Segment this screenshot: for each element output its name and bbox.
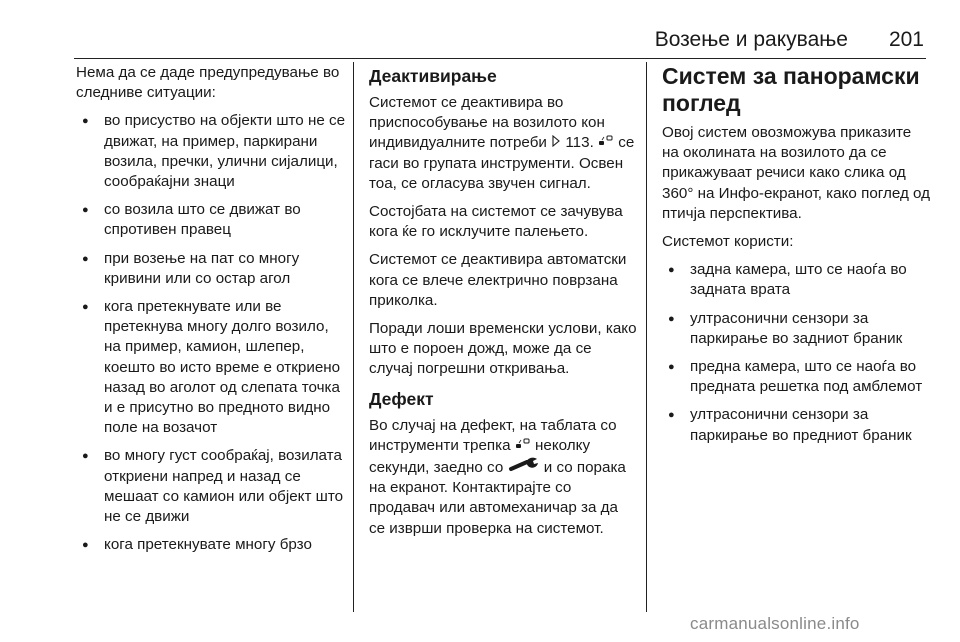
bullet-list: [76, 111, 348, 555]
side-blind-zone-indicator-icon: [598, 133, 614, 153]
paragraph-text: неколку секунди, заедно со: [369, 436, 591, 477]
list-item: ● кога претекнувате многу брзо: [76, 535, 348, 555]
bullet-list: [662, 260, 930, 446]
list-item: ● со возила што се движат во спротивен правец: [76, 200, 348, 240]
page-header: [0, 28, 960, 58]
list-item: ● ултрасонични сензори за паркирање во задниот браник: [662, 309, 930, 349]
list-item: ● ултрасонични сензори за паркирање во предниот браник: [662, 405, 930, 445]
wrench-icon: [508, 456, 540, 478]
paragraph: Поради лоши временски услови, како што е пороен дожд, може да се случај погрешни откривања.: [369, 320, 637, 378]
list-item: ● кога претекнувате или ве претекнува многу долго возило, на пример, камион, шлепер, коешто во исто време е откриено назад во аголот од слепата точка и е присутно во предното видно поле на возачот: [76, 297, 348, 438]
paragraph: [369, 93, 637, 194]
page-reference-link[interactable]: 113.: [565, 134, 594, 152]
list-item: ● задна камера, што се наоѓа во задната врата: [662, 260, 930, 300]
column-divider: [353, 62, 354, 612]
paragraph: Овој систем овозможува приказите на околината на возилото да се прикажуваат речиси како слика од 360° на Инфо-екранот, како поглед од птичја перспектива.: [662, 124, 930, 222]
column-right: [662, 63, 930, 454]
section-title: Возење и ракување: [654, 28, 848, 51]
heading-deactivation: Деактивирање: [369, 66, 497, 86]
heading-panoramic-view-system: Систем за панорамски поглед: [662, 63, 920, 116]
paragraph-text: Во случај на дефект, на таблата со инструменти трепка: [369, 416, 617, 454]
watermark: carmanualsonline.info: [690, 614, 860, 633]
reference-arrow-icon: [551, 133, 561, 153]
column-middle: [369, 63, 637, 547]
list-item: ● предна камера, што се наоѓа во предната решетка под амблемот: [662, 357, 930, 397]
side-blind-zone-indicator-icon: [515, 436, 531, 456]
paragraph-text: се гаси во групата инструменти. Освен тоа, се огласува звучен сигнал.: [369, 134, 635, 192]
paragraph: Состојбата на системот се зачувува кога ќе го исклучите палењето.: [369, 203, 623, 241]
list-item: ● во присуство на објекти што не се движат, на пример, паркирани возила, пречки, улични сијалици, сообраќајни знаци: [76, 111, 348, 192]
header-rule: [74, 58, 926, 59]
paragraph: [369, 416, 637, 539]
list-item: ● при возење на пат со многу кривини или со остар агол: [76, 249, 348, 289]
list-item: ● во многу густ сообраќај, возилата откриени напред и назад се мешаат со камион или објект што не се движи: [76, 446, 348, 527]
paragraph-text: Системот се деактивира во приспособувањe на возилото кон индивидуалните потреби: [369, 94, 605, 152]
column-divider: [646, 62, 647, 612]
paragraph: Системот се деактивира автоматски кога се влече електрично поврзана приколка.: [369, 251, 627, 309]
column-left: [76, 63, 348, 563]
intro-paragraph: Нема да се даде предупредување во следниве ситуации:: [76, 64, 340, 102]
page-number: 201: [888, 28, 924, 51]
heading-fault: Дефект: [369, 388, 434, 409]
paragraph: Системот користи:: [662, 233, 794, 251]
paragraph-text: и со порака на екранот. Контактирајте со продавач или автомеханичар за да се изврши проверка на системот.: [369, 459, 626, 537]
